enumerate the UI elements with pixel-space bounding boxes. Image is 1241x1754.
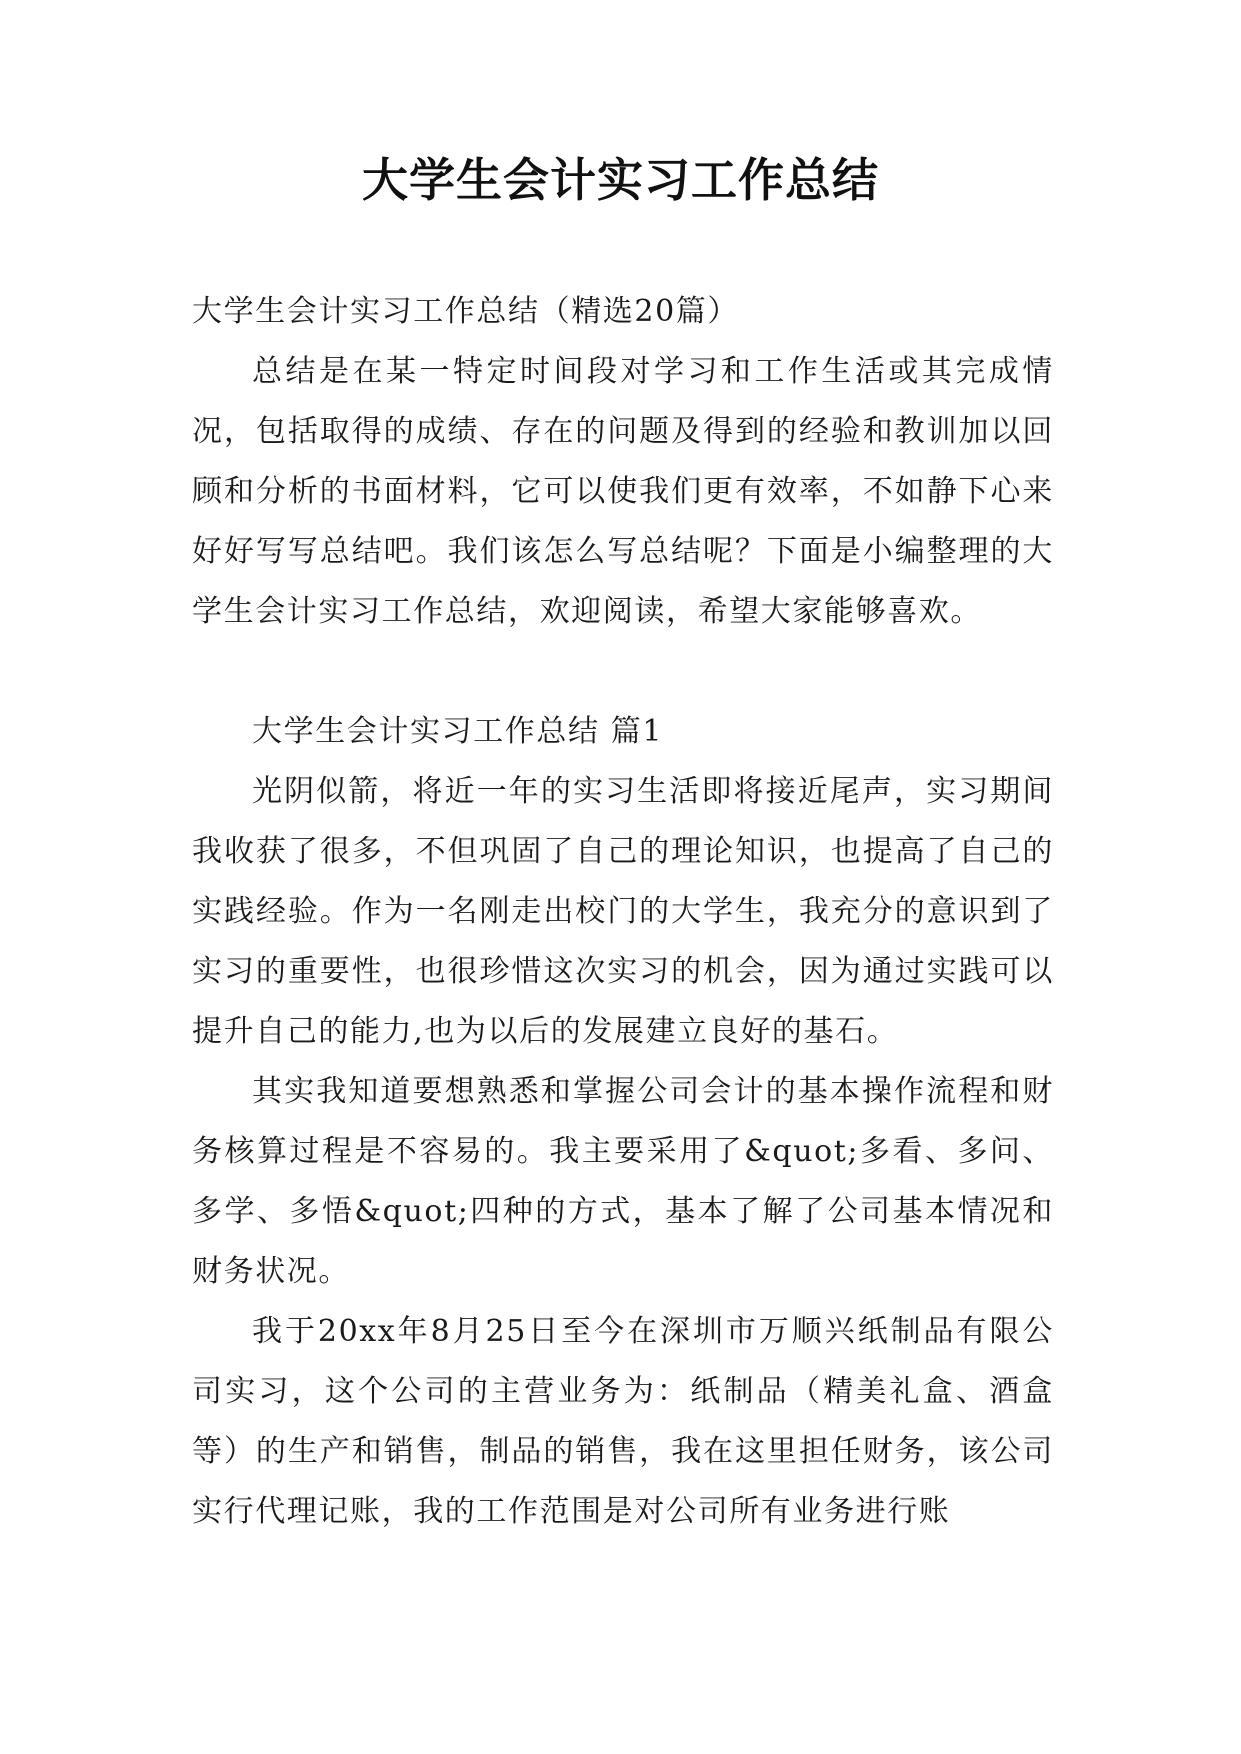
document-subtitle: 大学生会计实习工作总结（精选20篇） bbox=[192, 294, 739, 329]
body-paragraph-3: 我于20xx年8月25日至今在深圳市万顺兴纸制品有限公司实习，这个公司的主营业务为：纸制品（精美礼盒、酒盒等）的生产和销售，制品的销售，我在这里担任财务，该公司实行代理记账，我的工作范围是对公司所有业务进行账 bbox=[192, 1314, 1054, 1529]
document-body bbox=[192, 282, 1054, 1542]
paragraph-gap bbox=[192, 642, 1054, 702]
document-title: 大学生会计实习工作总结 bbox=[362, 153, 879, 207]
body-paragraph-1: 光阴似箭，将近一年的实习生活即将接近尾声，实习期间我收获了很多，不但巩固了自己的理论知识，也提高了自己的实践经验。作为一名刚走出校门的大学生，我充分的意识到了实习的重要性，也很珍惜这次实习的机会，因为通过实践可以提升自己的能力,也为以后的发展建立良好的基石。 bbox=[192, 774, 1054, 1049]
section-heading: 大学生会计实习工作总结 篇1 bbox=[252, 714, 664, 749]
intro-paragraph: 总结是在某一特定时间段对学习和工作生活或其完成情况，包括取得的成绩、存在的问题及得到的经验和教训加以回顾和分析的书面材料，它可以使我们更有效率，不如静下心来好好写写总结吧。我们该怎么写总结呢？下面是小编整理的大学生会计实习工作总结，欢迎阅读，希望大家能够喜欢。 bbox=[192, 354, 1054, 629]
body-paragraph-2: 其实我知道要想熟悉和掌握公司会计的基本操作流程和财务核算过程是不容易的。我主要采用了&quot;多看、多问、多学、多悟&quot;四种的方式，基本了解了公司基本情况和财务状况。 bbox=[192, 1074, 1054, 1289]
